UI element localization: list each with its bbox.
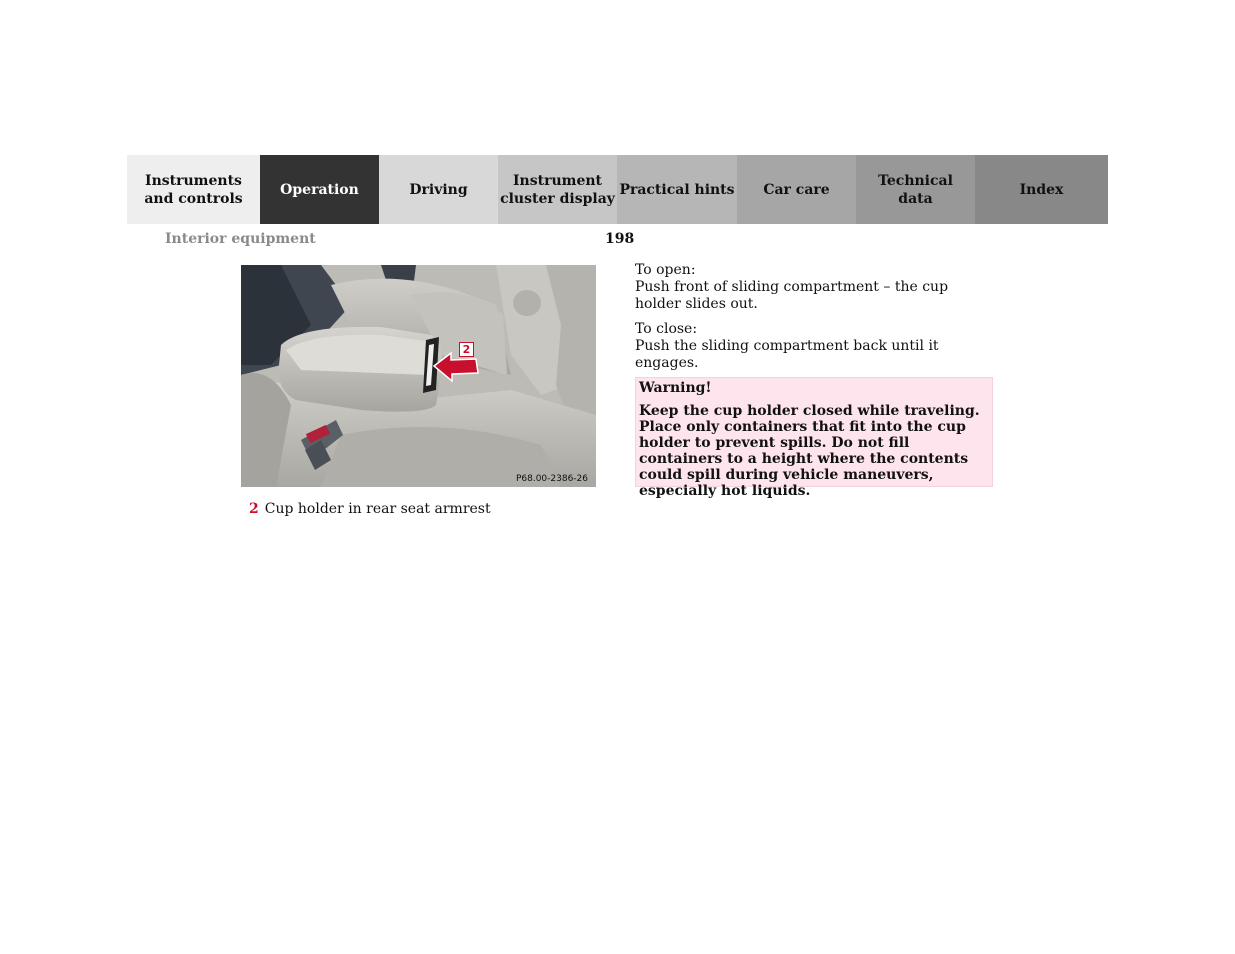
tab-car-care[interactable]: Car care <box>737 155 856 224</box>
warning-text: Keep the cup holder closed while traveling. Place only containers that fit into the cup holder to prevent spills. Do not fill containers to a height where the contents could spill during vehicle maneuvers, especially hot liquids. <box>639 403 980 499</box>
warning-title: Warning! <box>639 380 712 396</box>
tab-technical-data[interactable]: Technical data <box>856 155 975 224</box>
close-heading: To close: <box>635 321 698 337</box>
tab-instrument-cluster-display[interactable]: Instrument cluster display <box>498 155 617 224</box>
caption-text: Cup holder in rear seat armrest <box>264 501 491 517</box>
section-title: Interior equipment <box>165 231 316 247</box>
tab-practical-hints[interactable]: Practical hints <box>617 155 737 224</box>
warning-box <box>635 377 993 499</box>
rear-seat-illustration <box>241 265 596 487</box>
tab-operation[interactable]: Operation <box>260 155 379 224</box>
open-heading: To open: <box>635 262 696 278</box>
callout-number: 2 <box>459 342 474 357</box>
tab-driving[interactable]: Driving <box>379 155 498 224</box>
caption-number: 2 <box>249 501 259 517</box>
open-instruction: Push front of sliding compartment – the cup holder slides out. <box>635 279 949 312</box>
tab-instruments-and-controls[interactable]: Instruments and controls <box>127 155 260 224</box>
figure-caption <box>249 501 491 517</box>
figure-code: P68.00-2386-26 <box>515 474 588 484</box>
armrest-cup-holder-illustration <box>241 265 596 487</box>
page-number: 198 <box>605 231 635 247</box>
chapter-tab-bar <box>127 155 1108 224</box>
close-instruction: Push the sliding compartment back until it engages. <box>635 338 939 371</box>
tab-index[interactable]: Index <box>975 155 1108 224</box>
